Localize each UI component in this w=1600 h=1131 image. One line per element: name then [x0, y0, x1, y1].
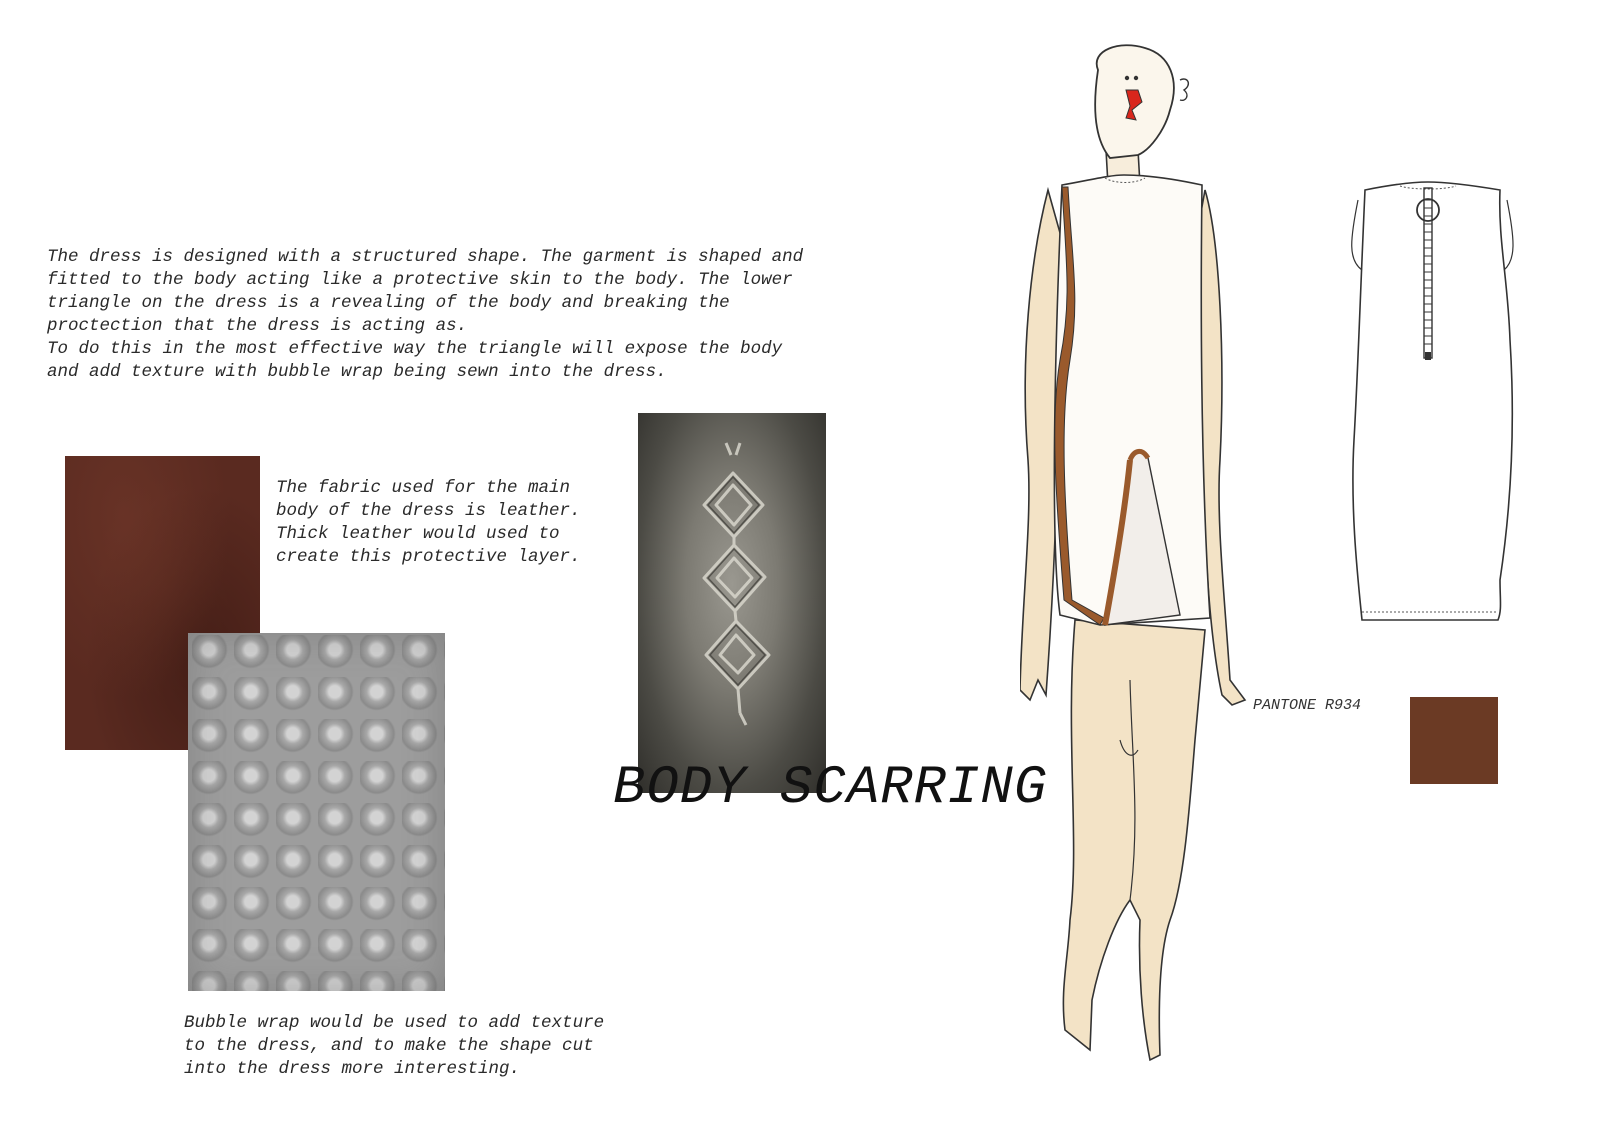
- page-title: BODY SCARRING: [613, 758, 1048, 819]
- leather-note: The fabric used for the main body of the dress is leather. Thick leather would used to create this protective layer.: [276, 478, 581, 567]
- intro-description: The dress is designed with a structured shape. The garment is shaped and fitted to the body acting like a protective skin to the body. The lower triangle on the dress is a revealing of the body and breaking the proctection that the dress is acting as. To do this in the most effective way the triangle will expose the body and add texture with bubble wrap being sewn into the dress.: [47, 247, 804, 382]
- scar-pattern-drawing: [638, 413, 826, 793]
- bubble-wrap-swatch: [188, 633, 445, 991]
- back-dress-illustration: [1350, 180, 1520, 640]
- pantone-color-chip: [1410, 697, 1498, 784]
- body-scarring-photo: [638, 413, 826, 793]
- bubble-wrap-note: Bubble wrap would be used to add texture to the dress, and to make the shape cut into the dress more interesting.: [184, 1013, 605, 1079]
- front-dress-illustration: [1020, 40, 1290, 1080]
- pantone-label: PANTONE R934: [1253, 697, 1362, 714]
